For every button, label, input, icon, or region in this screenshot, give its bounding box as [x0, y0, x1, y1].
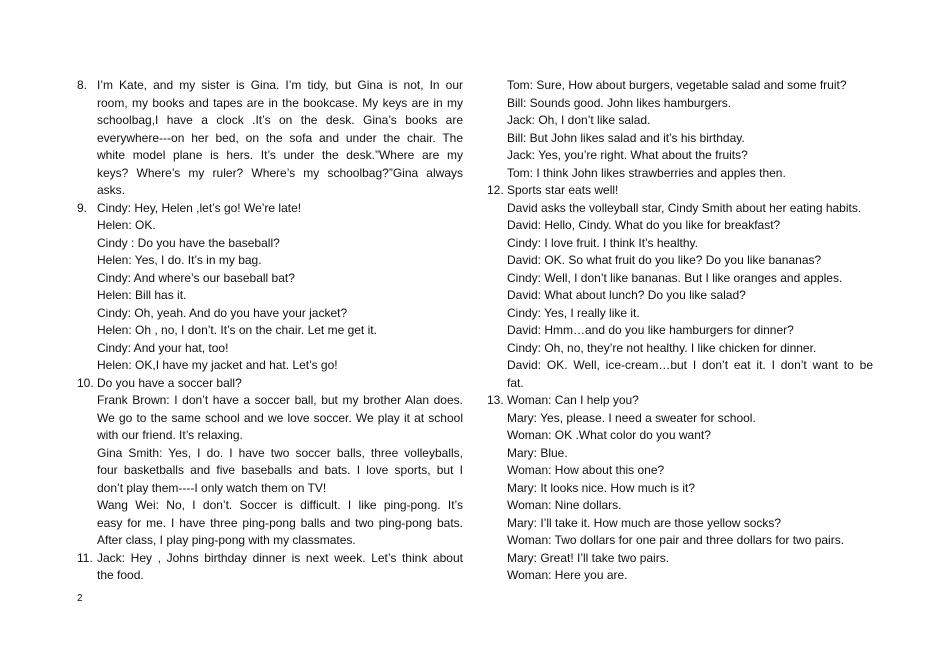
text-line: Bill: Sounds good. John likes hamburgers. [507, 95, 732, 110]
text-line: Woman: Here you are. [507, 568, 628, 582]
text-line: keys? Where’s my ruler? Where’s my schoolbag?”Gina always [97, 165, 463, 180]
text-line: I’m Kate, and my sister is Gina. I’m tidy, but Gina is not, In our [97, 78, 463, 92]
text-line: Jack: Hey , Johns birthday dinner is next week. Let’s think about [97, 550, 463, 565]
text-line: Gina Smith: Yes, I do. I have two soccer balls, three volleyballs, [97, 445, 463, 460]
text-line: Wang Wei: No, I don’t. Soccer is difficult. I like ping-pong. It’s [97, 498, 463, 512]
text-line: Bill: But John likes salad and it’s his birthday. [507, 130, 745, 145]
item-number: 12. [487, 183, 504, 197]
text-line: don’t play them----I only watch them on TV! [97, 480, 327, 495]
text-line: with our friend. It’s relaxing. [97, 428, 243, 442]
text-line: Mary: It looks nice. How much is it? [507, 480, 696, 495]
text-line: Cindy: Well, I don’t like bananas. But I like oranges and apples. [507, 270, 843, 285]
text-line: David: OK. So what fruit do you like? Do you like bananas? [507, 253, 822, 267]
text-line: Mary: I’ll take it. How much are those yellow socks? [507, 515, 782, 530]
text-line: David: Hello, Cindy. What do you like for breakfast? [507, 218, 781, 232]
text-line: Woman: Can I help you? [507, 393, 639, 407]
exercise-item [487, 392, 873, 585]
exercise-item [77, 77, 463, 200]
text-line: David asks the volleyball star, Cindy Smith about her eating habits. [507, 200, 862, 215]
text-line: asks. [97, 183, 126, 197]
text-line: Woman: OK .What color do you want? [507, 428, 711, 442]
text-line: Cindy: I love fruit. I think It’s healthy. [507, 235, 698, 250]
text-line: Sports star eats well! [507, 183, 619, 197]
text-line: Tom: I think John likes strawberries and apples then. [507, 165, 786, 180]
text-line: Helen: Yes, I do. It’s in my bag. [97, 253, 262, 267]
left-column [77, 77, 463, 585]
text-line: the food. [97, 568, 144, 582]
text-line: Mary: Blue. [507, 445, 568, 460]
exercise-item [487, 77, 873, 182]
text-line: Woman: How about this one? [507, 463, 665, 477]
text-line: Cindy: And your hat, too! [97, 340, 229, 355]
item-number: 13. [487, 393, 504, 407]
page-number: 2 [77, 593, 83, 604]
exercise-item [77, 375, 463, 550]
text-line: Cindy: Yes, I really like it. [507, 305, 640, 320]
text-line: white model plane is hers. It’s under the desk.”Where are my [97, 148, 463, 162]
text-line: David: Hmm…and do you like hamburgers for dinner? [507, 323, 794, 337]
text-line: Cindy : Do you have the baseball? [97, 235, 280, 250]
text-line: Mary: Yes, please. I need a sweater for school. [507, 410, 756, 425]
text-line: David: OK. Well, ice-cream…but I don’t eat it. I don’t want to be [507, 358, 873, 372]
text-line: room, my books and tapes are in the bookcase. My keys are in my [97, 95, 463, 110]
text-line: everywhere---on her bed, on the sofa and under the chair. The [97, 130, 463, 145]
text-line: David: What about lunch? Do you like salad? [507, 288, 746, 302]
text-line: Mary: Great! I’ll take two pairs. [507, 550, 670, 565]
item-number: 11. [77, 550, 93, 565]
text-line: Frank Brown: I don’t have a soccer ball, but my brother Alan does. [97, 393, 463, 407]
text-line: four basketballs and five baseballs and bats. I love sports, but I [97, 463, 463, 477]
text-line: After class, I play ping-pong with my classmates. [97, 533, 356, 547]
exercise-item [77, 550, 463, 585]
text-line: Cindy: Oh, yeah. And do you have your jacket? [97, 305, 348, 320]
item-number: 10. [77, 375, 94, 390]
text-line: Helen: OK. [97, 218, 156, 232]
text-line: Woman: Two dollars for one pair and three dollars for two pairs. [507, 533, 845, 547]
text-line: Helen: OK,I have my jacket and hat. Let’s go! [97, 358, 338, 372]
text-line: Do you have a soccer ball? [97, 375, 242, 390]
text-line: We go to the same school and we love soccer. We play it at school [97, 410, 463, 425]
text-line: Cindy: And where’s our baseball bat? [97, 270, 295, 285]
text-line: Jack: Yes, you’re right. What about the fruits? [507, 148, 748, 162]
text-line: Jack: Oh, I don’t like salad. [507, 113, 651, 127]
right-column [487, 77, 873, 585]
text-line: schoolbag,I have a clock .It’s on the desk. Gina’s books are [97, 113, 463, 127]
item-number: 9. [77, 200, 88, 215]
text-line: easy for me. I have three ping-pong balls and two ping-pong bats. [97, 515, 463, 530]
item-number: 8. [77, 78, 88, 92]
text-line: fat. [507, 375, 524, 390]
exercise-item [487, 182, 873, 392]
text-line: Cindy: Oh, no, they’re not healthy. I like chicken for dinner. [507, 340, 817, 355]
text-line: Woman: Nine dollars. [507, 498, 622, 512]
text-line: Helen: Bill has it. [97, 288, 187, 302]
text-line: Helen: Oh , no, I don’t. It’s on the chair. Let me get it. [97, 323, 377, 337]
text-line: Tom: Sure, How about burgers, vegetable salad and some fruit? [507, 78, 847, 92]
text-line: Cindy: Hey, Helen ,let’s go! We’re late! [97, 200, 302, 215]
exercise-item [77, 200, 463, 375]
